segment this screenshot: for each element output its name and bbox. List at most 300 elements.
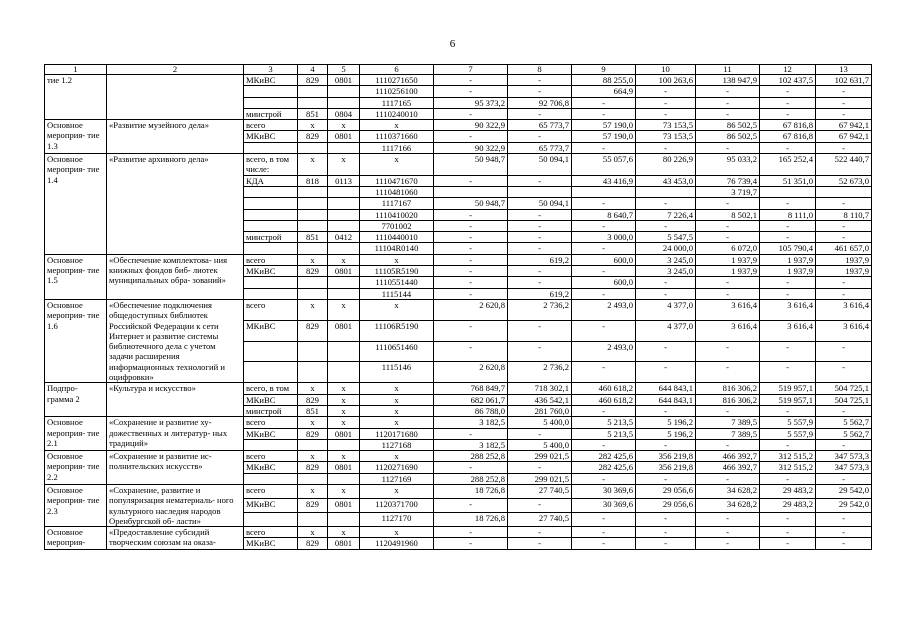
value-cell: 8 640,7 xyxy=(572,209,636,220)
value-cell: 8 110,7 xyxy=(816,209,872,220)
value-cell: 18 726,8 xyxy=(434,513,508,527)
value-cell: 2 736,2 xyxy=(508,299,572,320)
program-code-cell: Основное мероприя- тие 1.5 xyxy=(45,254,107,299)
value-cell: 90 322,9 xyxy=(434,120,508,131)
value-cell: 55 057,6 xyxy=(572,154,636,176)
column-number: 9 xyxy=(572,65,636,75)
target-article-cell: х xyxy=(360,299,434,320)
value-cell: 2 493,0 xyxy=(572,299,636,320)
table-row xyxy=(45,383,872,394)
section-cell xyxy=(328,513,360,527)
value-cell: 5 557,9 xyxy=(760,428,816,439)
section-cell xyxy=(328,362,360,383)
grbs-cell: х xyxy=(298,527,328,538)
executor-cell: МКиВС xyxy=(244,266,298,277)
value-cell: - xyxy=(434,243,508,254)
section-cell: х xyxy=(328,417,360,428)
value-cell: 768 849,7 xyxy=(434,383,508,394)
value-cell: 43 453,0 xyxy=(636,175,696,186)
grbs-cell: 818 xyxy=(298,175,328,186)
value-cell: - xyxy=(816,362,872,383)
value-cell: 5 196,2 xyxy=(636,417,696,428)
value-cell: 2 493,0 xyxy=(572,341,636,362)
value-cell: - xyxy=(816,220,872,231)
executor-cell xyxy=(244,220,298,231)
value-cell: - xyxy=(696,513,760,527)
executor-cell: МКиВС xyxy=(244,538,298,549)
grbs-cell: 851 xyxy=(298,108,328,119)
value-cell: 600,0 xyxy=(572,277,636,288)
value-cell: 3 000,0 xyxy=(572,232,636,243)
column-number: 7 xyxy=(434,65,508,75)
page-number: 6 xyxy=(449,38,456,50)
section-cell: х xyxy=(328,254,360,265)
value-cell xyxy=(816,186,872,197)
value-cell: - xyxy=(434,75,508,86)
target-article-cell: х xyxy=(360,154,434,176)
target-article-cell: 1120171680 xyxy=(360,428,434,439)
grbs-cell: 829 xyxy=(298,266,328,277)
value-cell: - xyxy=(816,405,872,416)
section-cell: 0801 xyxy=(328,538,360,549)
value-cell: 3 182,5 xyxy=(434,417,508,428)
value-cell: - xyxy=(434,288,508,299)
section-cell xyxy=(328,473,360,484)
target-article-cell: 1127168 xyxy=(360,439,434,450)
executor-cell: всего xyxy=(244,527,298,538)
value-cell: 138 947,9 xyxy=(696,75,760,86)
value-cell: 5 196,2 xyxy=(636,428,696,439)
grbs-cell: х xyxy=(298,451,328,462)
value-cell: 619,2 xyxy=(508,288,572,299)
value-cell: 312 515,2 xyxy=(760,462,816,473)
table-row xyxy=(45,417,872,428)
value-cell: - xyxy=(816,538,872,549)
section-cell: х xyxy=(328,120,360,131)
target-article-cell: 11104R0140 xyxy=(360,243,434,254)
program-description-cell: «Развитие архивного дела» xyxy=(107,154,244,255)
value-cell: - xyxy=(572,220,636,231)
value-cell: 1 937,9 xyxy=(760,254,816,265)
value-cell: - xyxy=(816,513,872,527)
value-cell: - xyxy=(572,362,636,383)
value-cell: 3 616,4 xyxy=(816,320,872,341)
value-cell: 29 483,2 xyxy=(760,499,816,513)
value-cell: - xyxy=(696,439,760,450)
table-body xyxy=(45,65,872,550)
value-cell: - xyxy=(636,288,696,299)
target-article-cell: х xyxy=(360,484,434,498)
target-article-cell: 1110471670 xyxy=(360,175,434,186)
value-cell xyxy=(434,186,508,197)
value-cell: - xyxy=(760,142,816,153)
value-cell: 1937,9 xyxy=(816,254,872,265)
value-cell xyxy=(636,186,696,197)
value-cell: - xyxy=(434,538,508,549)
program-description-cell xyxy=(107,75,244,120)
grbs-cell: 829 xyxy=(298,499,328,513)
executor-cell xyxy=(244,186,298,197)
section-cell: х xyxy=(328,394,360,405)
value-cell: 347 573,3 xyxy=(816,451,872,462)
value-cell: - xyxy=(508,428,572,439)
column-number: 8 xyxy=(508,65,572,75)
column-number: 5 xyxy=(328,65,360,75)
value-cell: - xyxy=(636,527,696,538)
value-cell: 619,2 xyxy=(508,254,572,265)
value-cell: 282 425,6 xyxy=(572,451,636,462)
value-cell: 504 725,1 xyxy=(816,394,872,405)
column-number: 10 xyxy=(636,65,696,75)
value-cell: 4 377,0 xyxy=(636,320,696,341)
section-cell xyxy=(328,186,360,197)
value-cell: 6 072,0 xyxy=(696,243,760,254)
value-cell: - xyxy=(696,97,760,108)
value-cell: 165 252,4 xyxy=(760,154,816,176)
grbs-cell: х xyxy=(298,484,328,498)
value-cell: 3 182,5 xyxy=(434,439,508,450)
value-cell: - xyxy=(816,142,872,153)
value-cell: - xyxy=(508,277,572,288)
value-cell: - xyxy=(508,499,572,513)
value-cell: 4 377,0 xyxy=(636,299,696,320)
executor-cell xyxy=(244,513,298,527)
value-cell: 504 725,1 xyxy=(816,383,872,394)
value-cell: - xyxy=(760,232,816,243)
value-cell: - xyxy=(696,341,760,362)
value-cell: 519 957,1 xyxy=(760,383,816,394)
value-cell: 86 502,5 xyxy=(696,131,760,142)
section-cell xyxy=(328,243,360,254)
target-article-cell: 11106R5190 xyxy=(360,320,434,341)
value-cell: - xyxy=(434,175,508,186)
executor-cell xyxy=(244,473,298,484)
value-cell: - xyxy=(434,462,508,473)
value-cell: - xyxy=(760,97,816,108)
value-cell: - xyxy=(572,108,636,119)
value-cell: - xyxy=(572,288,636,299)
value-cell: 27 740,5 xyxy=(508,513,572,527)
target-article-cell: 1127170 xyxy=(360,513,434,527)
target-article-cell: х xyxy=(360,451,434,462)
executor-cell: минстрой xyxy=(244,108,298,119)
column-number: 11 xyxy=(696,65,760,75)
value-cell: - xyxy=(508,341,572,362)
value-cell: 30 369,6 xyxy=(572,484,636,498)
value-cell: - xyxy=(434,320,508,341)
value-cell: 600,0 xyxy=(572,254,636,265)
target-article-cell: 1117165 xyxy=(360,97,434,108)
value-cell: 95 033,2 xyxy=(696,154,760,176)
grbs-cell xyxy=(298,513,328,527)
program-code-cell: Основное мероприя- тие 1.3 xyxy=(45,120,107,154)
section-cell: 0801 xyxy=(328,75,360,86)
target-article-cell: х xyxy=(360,254,434,265)
executor-cell: минстрой xyxy=(244,232,298,243)
grbs-cell xyxy=(298,341,328,362)
value-cell: - xyxy=(636,439,696,450)
value-cell: 100 263,6 xyxy=(636,75,696,86)
program-description-cell: «Сохранение и развитие ис- полнительских искусств» xyxy=(107,451,244,485)
value-cell: - xyxy=(760,198,816,209)
grbs-cell xyxy=(298,277,328,288)
target-article-cell: 1115144 xyxy=(360,288,434,299)
value-cell: 460 618,2 xyxy=(572,394,636,405)
value-cell: - xyxy=(816,86,872,97)
grbs-cell: 829 xyxy=(298,462,328,473)
section-cell: 0801 xyxy=(328,499,360,513)
value-cell: 90 322,9 xyxy=(434,142,508,153)
value-cell: - xyxy=(696,198,760,209)
column-number-row xyxy=(45,65,872,75)
value-cell: - xyxy=(508,527,572,538)
table-row xyxy=(45,75,872,86)
column-number: 2 xyxy=(107,65,244,75)
target-article-cell: 1110410020 xyxy=(360,209,434,220)
value-cell: 5 562,7 xyxy=(816,428,872,439)
executor-cell: всего xyxy=(244,254,298,265)
value-cell: 2 736,2 xyxy=(508,362,572,383)
value-cell: - xyxy=(696,538,760,549)
value-cell: - xyxy=(816,232,872,243)
value-cell: 29 542,0 xyxy=(816,484,872,498)
value-cell xyxy=(760,186,816,197)
value-cell: 65 773,7 xyxy=(508,120,572,131)
value-cell: 522 440,7 xyxy=(816,154,872,176)
target-article-cell: 1120491960 xyxy=(360,538,434,549)
value-cell: - xyxy=(636,405,696,416)
grbs-cell xyxy=(298,473,328,484)
value-cell: - xyxy=(508,175,572,186)
value-cell: - xyxy=(636,513,696,527)
grbs-cell xyxy=(298,198,328,209)
grbs-cell xyxy=(298,362,328,383)
value-cell: 52 673,0 xyxy=(816,175,872,186)
value-cell: 50 094,1 xyxy=(508,198,572,209)
value-cell: - xyxy=(508,462,572,473)
column-number: 1 xyxy=(45,65,107,75)
value-cell: 5 213,5 xyxy=(572,417,636,428)
value-cell: - xyxy=(696,232,760,243)
value-cell: - xyxy=(572,405,636,416)
target-article-cell: 1110651460 xyxy=(360,341,434,362)
program-description-cell: «Сохранение и развитие ху- дожественных и литератур- ных традиций» xyxy=(107,417,244,451)
value-cell: 299 021,5 xyxy=(508,473,572,484)
target-article-cell: 1110256100 xyxy=(360,86,434,97)
value-cell: - xyxy=(816,473,872,484)
value-cell: 466 392,7 xyxy=(696,462,760,473)
value-cell: 436 542,1 xyxy=(508,394,572,405)
value-cell: 29 483,2 xyxy=(760,484,816,498)
value-cell: - xyxy=(760,439,816,450)
value-cell: - xyxy=(508,220,572,231)
value-cell: - xyxy=(434,131,508,142)
value-cell: 73 153,5 xyxy=(636,120,696,131)
grbs-cell: 829 xyxy=(298,75,328,86)
column-number: 3 xyxy=(244,65,298,75)
value-cell: - xyxy=(572,538,636,549)
grbs-cell xyxy=(298,86,328,97)
value-cell: - xyxy=(508,108,572,119)
value-cell: 34 628,2 xyxy=(696,484,760,498)
value-cell: - xyxy=(696,220,760,231)
value-cell: 8 111,0 xyxy=(760,209,816,220)
value-cell: 7 389,5 xyxy=(696,428,760,439)
value-cell: - xyxy=(508,266,572,277)
value-cell: - xyxy=(696,362,760,383)
section-cell xyxy=(328,220,360,231)
target-article-cell: 1120371700 xyxy=(360,499,434,513)
section-cell: 0801 xyxy=(328,266,360,277)
value-cell: 288 252,8 xyxy=(434,451,508,462)
section-cell: 0113 xyxy=(328,175,360,186)
program-description-cell: «Предоставление субсидий творческим союзам на оказа- xyxy=(107,527,244,550)
value-cell: - xyxy=(760,527,816,538)
value-cell: 105 790,4 xyxy=(760,243,816,254)
target-article-cell: 1110240010 xyxy=(360,108,434,119)
grbs-cell xyxy=(298,186,328,197)
executor-cell: всего xyxy=(244,451,298,462)
target-article-cell: 7701002 xyxy=(360,220,434,231)
grbs-cell: 829 xyxy=(298,394,328,405)
value-cell: 86 788,0 xyxy=(434,405,508,416)
value-cell: - xyxy=(816,341,872,362)
value-cell: 5 557,9 xyxy=(760,417,816,428)
value-cell: 288 252,8 xyxy=(434,473,508,484)
value-cell: - xyxy=(760,108,816,119)
program-code-cell: Основное мероприя- тие 2.1 xyxy=(45,417,107,451)
value-cell: 27 740,5 xyxy=(508,484,572,498)
value-cell: - xyxy=(508,75,572,86)
value-cell: 67 942,1 xyxy=(816,120,872,131)
value-cell: 3 245,0 xyxy=(636,254,696,265)
value-cell: - xyxy=(434,527,508,538)
value-cell: 8 502,1 xyxy=(696,209,760,220)
value-cell: - xyxy=(508,209,572,220)
value-cell: 1 937,9 xyxy=(696,254,760,265)
value-cell: - xyxy=(696,108,760,119)
value-cell: - xyxy=(508,243,572,254)
value-cell: - xyxy=(636,97,696,108)
section-cell xyxy=(328,209,360,220)
value-cell: - xyxy=(636,538,696,549)
grbs-cell: 829 xyxy=(298,320,328,341)
table-row xyxy=(45,451,872,462)
executor-cell xyxy=(244,142,298,153)
value-cell: 7 226,4 xyxy=(636,209,696,220)
section-cell xyxy=(328,277,360,288)
target-article-cell: 1110440010 xyxy=(360,232,434,243)
program-description-cell: «Обеспечение подключения общедоступных библиотек Российской Федерации к сети Интернет и развитие системы библиотечного дела с учетом задачи расширения информационных технологий и оцифровки» xyxy=(107,299,244,382)
executor-cell: всего xyxy=(244,417,298,428)
value-cell: 682 061,7 xyxy=(434,394,508,405)
executor-cell: всего xyxy=(244,484,298,498)
value-cell: 76 739,4 xyxy=(696,175,760,186)
table-row xyxy=(45,527,872,538)
value-cell: 460 618,2 xyxy=(572,383,636,394)
grbs-cell: 829 xyxy=(298,538,328,549)
executor-cell xyxy=(244,439,298,450)
value-cell: - xyxy=(508,538,572,549)
grbs-cell xyxy=(298,439,328,450)
value-cell: - xyxy=(572,142,636,153)
executor-cell: МКиВС xyxy=(244,499,298,513)
executor-cell: МКиВС xyxy=(244,131,298,142)
table-row xyxy=(45,299,872,320)
grbs-cell: 851 xyxy=(298,405,328,416)
value-cell: - xyxy=(760,288,816,299)
executor-cell: всего, в том xyxy=(244,383,298,394)
value-cell: - xyxy=(572,266,636,277)
section-cell: х xyxy=(328,527,360,538)
value-cell: - xyxy=(572,473,636,484)
value-cell: - xyxy=(636,142,696,153)
section-cell xyxy=(328,439,360,450)
grbs-cell: х xyxy=(298,254,328,265)
value-cell: 57 190,0 xyxy=(572,120,636,131)
target-article-cell: 11105R5190 xyxy=(360,266,434,277)
section-cell xyxy=(328,86,360,97)
value-cell: 718 302,1 xyxy=(508,383,572,394)
grbs-cell xyxy=(298,142,328,153)
target-article-cell: 1110371660 xyxy=(360,131,434,142)
value-cell: - xyxy=(434,209,508,220)
value-cell: - xyxy=(636,341,696,362)
table-row xyxy=(45,254,872,265)
value-cell: 3 616,4 xyxy=(816,299,872,320)
section-cell: х xyxy=(328,154,360,176)
section-cell: х xyxy=(328,484,360,498)
section-cell: 0801 xyxy=(328,131,360,142)
value-cell: 30 369,6 xyxy=(572,499,636,513)
value-cell: - xyxy=(816,288,872,299)
executor-cell xyxy=(244,362,298,383)
value-cell: 356 219,8 xyxy=(636,451,696,462)
grbs-cell: х xyxy=(298,299,328,320)
program-description-cell: «Обеспечение комплектова- ния книжных фондов биб- лиотек муниципальных обра- зований» xyxy=(107,254,244,299)
grbs-cell: х xyxy=(298,120,328,131)
budget-table xyxy=(44,64,872,550)
value-cell: - xyxy=(434,277,508,288)
value-cell: 816 306,2 xyxy=(696,383,760,394)
value-cell: - xyxy=(434,108,508,119)
value-cell: 18 726,8 xyxy=(434,484,508,498)
value-cell xyxy=(572,186,636,197)
section-cell: х xyxy=(328,383,360,394)
value-cell: - xyxy=(760,277,816,288)
executor-cell: МКиВС xyxy=(244,320,298,341)
target-article-cell: 1127169 xyxy=(360,473,434,484)
value-cell: - xyxy=(434,499,508,513)
program-code-cell: тие 1.2 xyxy=(45,75,107,120)
target-article-cell: х xyxy=(360,417,434,428)
section-cell: х xyxy=(328,405,360,416)
executor-cell: МКиВС xyxy=(244,428,298,439)
value-cell: - xyxy=(434,428,508,439)
executor-cell: МКиВС xyxy=(244,75,298,86)
executor-cell xyxy=(244,209,298,220)
value-cell: 644 843,1 xyxy=(636,394,696,405)
value-cell: - xyxy=(434,232,508,243)
section-cell xyxy=(328,97,360,108)
value-cell: 5 547,5 xyxy=(636,232,696,243)
program-code-cell: Основное мероприя- тие 1.6 xyxy=(45,299,107,382)
value-cell: 3 616,4 xyxy=(696,320,760,341)
value-cell: 3 616,4 xyxy=(760,299,816,320)
value-cell: 1 937,9 xyxy=(760,266,816,277)
column-number: 12 xyxy=(760,65,816,75)
executor-cell xyxy=(244,97,298,108)
